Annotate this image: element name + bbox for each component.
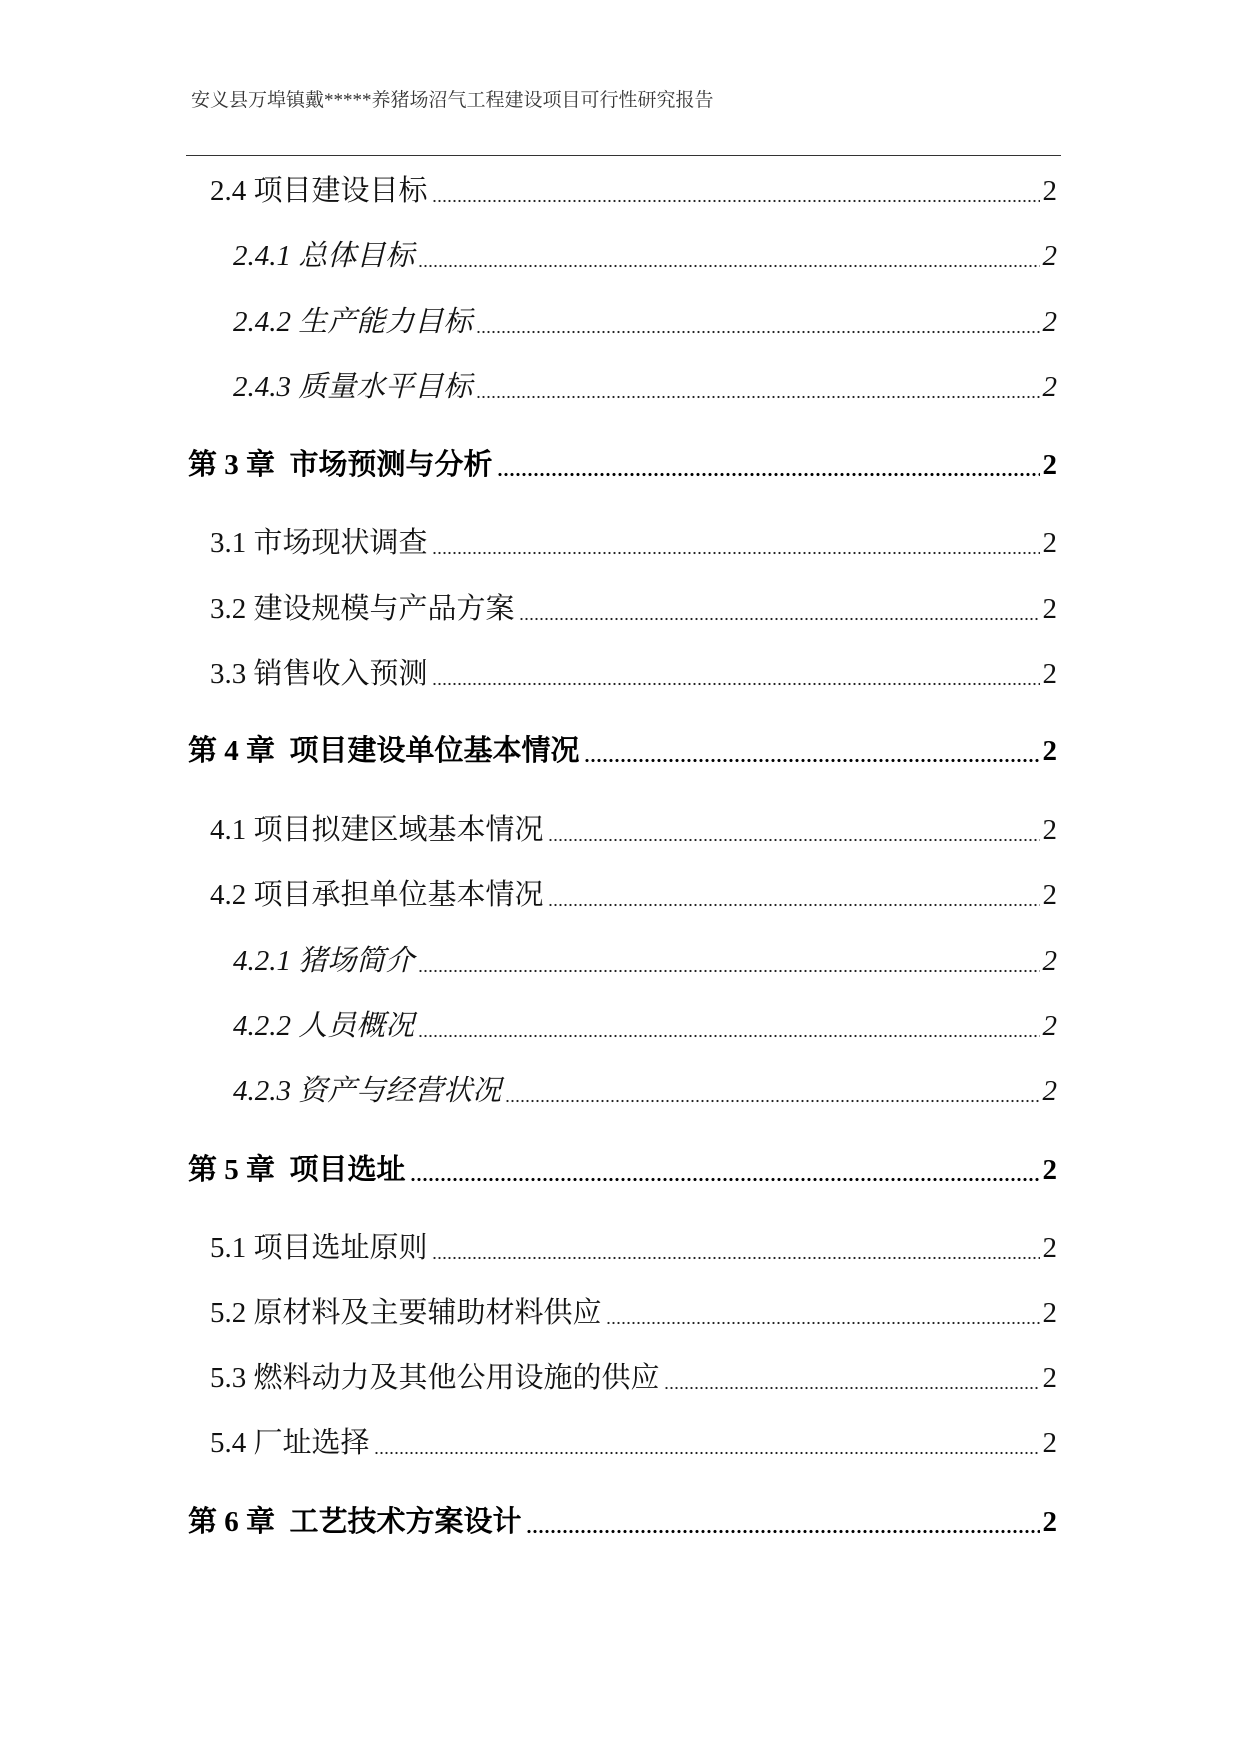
toc-chapter-entry[interactable] [188, 731, 1057, 771]
toc-entry-title: 第 5 章 项目选址 [188, 1154, 406, 1186]
toc-entry-title: 4.1 项目拟建区域基本情况 [210, 814, 544, 846]
toc-entry-title: 5.3 燃料动力及其他公用设施的供应 [210, 1362, 660, 1394]
toc-page-number: 2 [1042, 1297, 1057, 1329]
toc-section-entry[interactable] [210, 1423, 1057, 1463]
toc-dot-leader [476, 367, 1039, 407]
toc-subsection-entry[interactable] [233, 236, 1057, 276]
toc-entry-title: 3.1 市场现状调查 [210, 527, 428, 559]
toc-dot-leader [497, 445, 1040, 485]
toc-section-entry[interactable] [210, 1293, 1057, 1333]
toc-section-entry[interactable] [210, 654, 1057, 694]
toc-entry-title: 5.4 厂址选择 [210, 1427, 370, 1459]
header-divider [186, 155, 1061, 156]
toc-dot-leader [606, 1293, 1040, 1333]
toc-entry-title: 5.2 原材料及主要辅助材料供应 [210, 1297, 602, 1329]
toc-section-entry[interactable] [210, 523, 1057, 563]
toc-entry-title: 2.4.3 质量水平目标 [233, 371, 473, 403]
toc-entry-title: 第 6 章 工艺技术方案设计 [188, 1506, 522, 1538]
toc-subsection-entry[interactable] [233, 302, 1057, 342]
toc-page-number: 2 [1042, 658, 1057, 690]
toc-section-entry[interactable] [210, 810, 1057, 850]
toc-subsection-entry[interactable] [233, 1006, 1057, 1046]
toc-entry-title: 3.3 销售收入预测 [210, 658, 428, 690]
toc-entry-title: 4.2 项目承担单位基本情况 [210, 879, 544, 911]
toc-dot-leader [476, 302, 1039, 342]
toc-page-number: 2 [1042, 879, 1057, 911]
toc-dot-leader [432, 171, 1040, 211]
toc-dot-leader [664, 1358, 1040, 1398]
toc-dot-leader [584, 731, 1040, 771]
toc-page-number: 2 [1042, 527, 1057, 559]
toc-dot-leader [418, 941, 1039, 981]
toc-page-number: 2 [1042, 735, 1057, 767]
toc-dot-leader [418, 1006, 1039, 1046]
toc-entry-title: 第 4 章 项目建设单位基本情况 [188, 735, 580, 767]
toc-page-number: 2 [1042, 945, 1057, 977]
toc-page-number: 2 [1042, 449, 1057, 481]
toc-section-entry[interactable] [210, 875, 1057, 915]
toc-page-number: 2 [1042, 306, 1057, 338]
toc-section-entry[interactable] [210, 171, 1057, 211]
toc-dot-leader [432, 1228, 1040, 1268]
toc-chapter-entry[interactable] [188, 1150, 1057, 1190]
toc-page-number: 2 [1042, 240, 1057, 272]
toc-page-number: 2 [1042, 1010, 1057, 1042]
toc-entry-title: 2.4.2 生产能力目标 [233, 306, 473, 338]
toc-dot-leader [548, 875, 1040, 915]
toc-page-number: 2 [1042, 1362, 1057, 1394]
toc-page-number: 2 [1042, 1427, 1057, 1459]
toc-subsection-entry[interactable] [233, 1071, 1057, 1111]
toc-section-entry[interactable] [210, 1358, 1057, 1398]
toc-entry-title: 4.2.1 猪场简介 [233, 945, 415, 977]
toc-dot-leader [432, 654, 1040, 694]
toc-dot-leader [418, 236, 1039, 276]
toc-subsection-entry[interactable] [233, 941, 1057, 981]
toc-page-number: 2 [1042, 175, 1057, 207]
toc-dot-leader [505, 1071, 1039, 1111]
toc-page-number: 2 [1042, 814, 1057, 846]
toc-entry-title: 3.2 建设规模与产品方案 [210, 593, 515, 625]
toc-dot-leader [519, 589, 1040, 629]
toc-entry-title: 5.1 项目选址原则 [210, 1232, 428, 1264]
toc-section-entry[interactable] [210, 589, 1057, 629]
toc-page-number: 2 [1042, 1232, 1057, 1264]
toc-page-number: 2 [1042, 371, 1057, 403]
running-header: 安义县万埠镇戴*****养猪场沼气工程建设项目可行性研究报告 [191, 90, 714, 111]
toc-subsection-entry[interactable] [233, 367, 1057, 407]
toc-page-number: 2 [1042, 593, 1057, 625]
toc-section-entry[interactable] [210, 1228, 1057, 1268]
toc-dot-leader [432, 523, 1040, 563]
toc-chapter-entry[interactable] [188, 445, 1057, 485]
toc-chapter-entry[interactable] [188, 1502, 1057, 1542]
toc-dot-leader [548, 810, 1040, 850]
toc-page-number: 2 [1042, 1075, 1057, 1107]
toc-dot-leader [410, 1150, 1040, 1190]
toc-entry-title: 第 3 章 市场预测与分析 [188, 449, 493, 481]
toc-entry-title: 4.2.3 资产与经营状况 [233, 1075, 502, 1107]
toc-dot-leader [526, 1502, 1040, 1542]
toc-entry-title: 2.4 项目建设目标 [210, 175, 428, 207]
toc-entry-title: 4.2.2 人员概况 [233, 1010, 415, 1042]
toc-entry-title: 2.4.1 总体目标 [233, 240, 415, 272]
toc-dot-leader [374, 1423, 1040, 1463]
toc-page-number: 2 [1042, 1154, 1057, 1186]
toc-page-number: 2 [1042, 1506, 1057, 1538]
